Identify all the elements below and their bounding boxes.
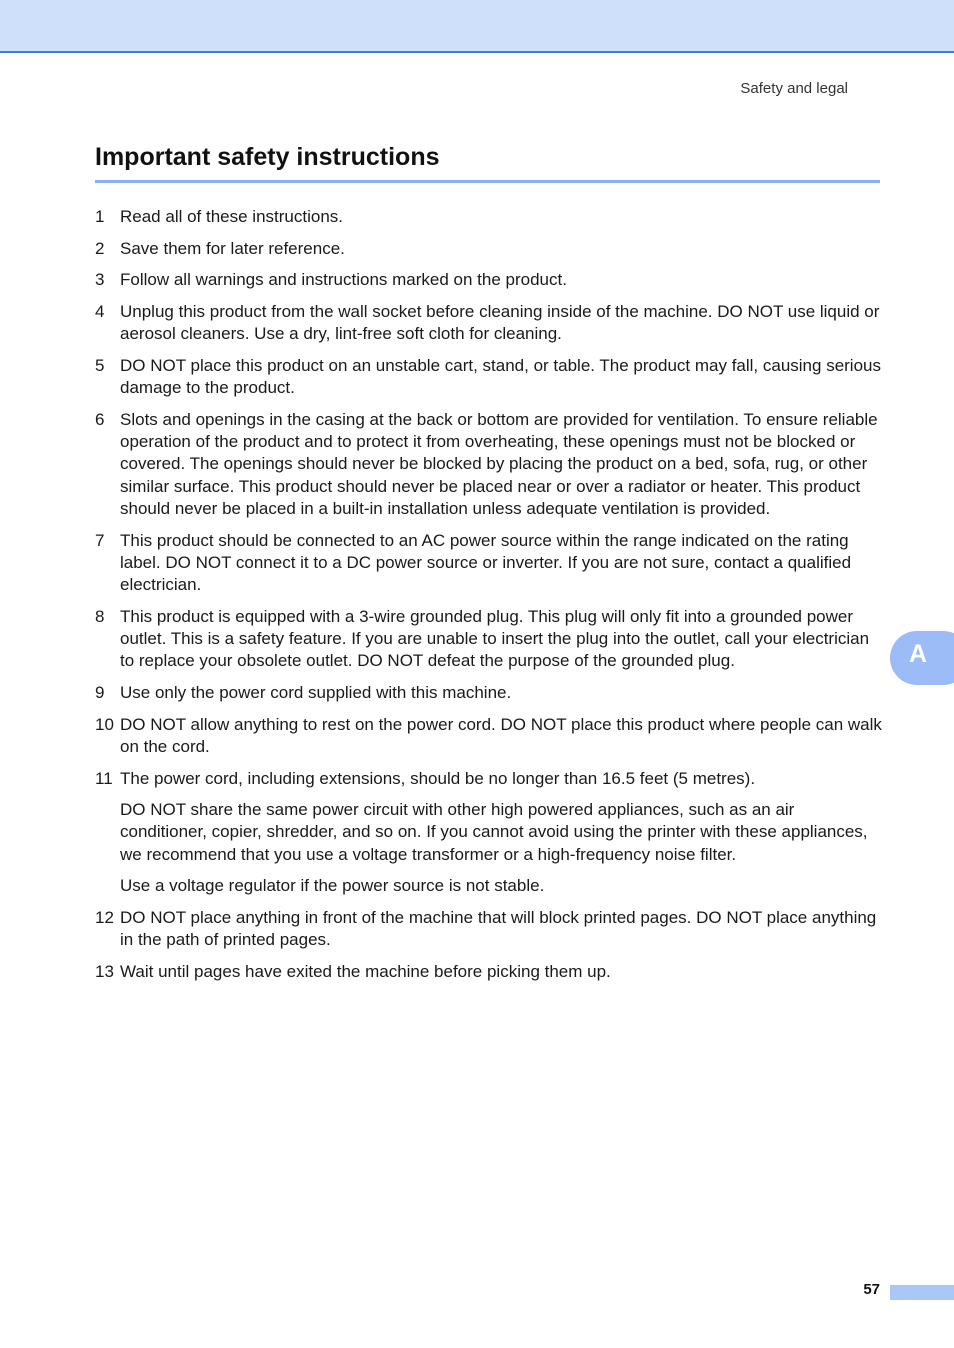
instruction-number: 10 — [95, 714, 114, 734]
instruction-item — [95, 530, 885, 597]
instruction-text: Read all of these instructions. — [120, 207, 344, 227]
instruction-text: DO NOT place this product on an unstable cart, stand, or table. The product may fall, causing serious damage to the product. — [120, 355, 881, 398]
instruction-number: 4 — [95, 302, 105, 322]
instruction-text: Use a voltage regulator if the power source is not stable. — [120, 876, 545, 896]
instruction-text: DO NOT share the same power circuit with other high powered appliances, such as an air conditioner, copier, shredder, and so on. If you cannot avoid using the printer with these appliances, we recommend that you use a voltage transformer or a high-frequency noise filter. — [120, 800, 868, 864]
instruction-text: Wait until pages have exited the machine before picking them up. — [120, 961, 611, 981]
instruction-number: 7 — [95, 530, 105, 550]
instruction-number: 6 — [95, 409, 105, 429]
instruction-text: Unplug this product from the wall socket before cleaning inside of the machine. DO NOT use liquid or aerosol cleaners. Use a dry, lint-free soft cloth for cleaning. — [120, 302, 880, 344]
instruction-item — [95, 606, 885, 673]
page-number-bar — [890, 1285, 954, 1300]
title-rule — [95, 180, 880, 183]
chapter-tab-letter: A — [908, 640, 928, 668]
instruction-item — [95, 206, 885, 228]
instruction-number: 12 — [95, 907, 114, 927]
instruction-item — [95, 961, 885, 983]
instruction-text: DO NOT allow anything to rest on the power cord. DO NOT place this product where people can walk on the cord. — [120, 714, 882, 756]
instruction-number: 11 — [95, 768, 113, 788]
instruction-text: Follow all warnings and instructions marked on the product. — [120, 270, 567, 290]
instruction-number: 5 — [95, 355, 105, 375]
section-title: Important safety instructions — [95, 143, 440, 171]
header-band — [0, 0, 954, 53]
instruction-number: 1 — [95, 207, 105, 227]
instruction-item — [95, 768, 885, 898]
instruction-item — [95, 682, 885, 704]
instruction-text: This product is equipped with a 3-wire grounded plug. This plug will only fit into a grounded power outlet. This is a safety feature. If you are unable to insert the plug into the outlet, call your electrician to replace your obsolete outlet. DO NOT defeat the purpose of the grounded plug. — [120, 606, 870, 671]
page-number: 57 — [863, 1281, 880, 1298]
instruction-text: Use only the power cord supplied with this machine. — [120, 683, 512, 703]
instruction-item — [95, 409, 885, 520]
instruction-number: 2 — [95, 238, 105, 258]
instruction-item — [95, 269, 885, 291]
instruction-text: This product should be connected to an AC power source within the range indicated on the rating label. DO NOT connect it to a DC power source or inverter. If you are not sure, contact a qualified electrician. — [120, 530, 852, 595]
instruction-number: 13 — [95, 961, 114, 981]
instruction-text: Slots and openings in the casing at the back or bottom are provided for ventilation. To ensure reliable operation of the product and to protect it from overheating, these openings must not be blocked or covered. The openings should never be blocked by placing the product on a bed, sofa, rug, or other similar surface. This product should never be placed near or over a radiator or heater. This product should never be placed in a built-in installation unless adequate ventilation is provided. — [120, 409, 878, 519]
instruction-text: The power cord, including extensions, should be no longer than 16.5 feet (5 metres). — [120, 768, 756, 788]
running-header: Safety and legal — [740, 80, 848, 97]
instruction-text: DO NOT place anything in front of the machine that will block printed pages. DO NOT place anything in the path of printed pages. — [120, 907, 877, 950]
instruction-number: 9 — [95, 683, 105, 703]
instruction-number: 8 — [95, 606, 105, 626]
instruction-item — [95, 238, 885, 260]
instruction-item — [95, 714, 885, 759]
instruction-list — [95, 197, 885, 992]
instruction-text: Save them for later reference. — [120, 238, 345, 258]
instruction-item — [95, 907, 885, 952]
instruction-item — [95, 301, 885, 346]
instruction-number: 3 — [95, 270, 105, 290]
instruction-item — [95, 355, 885, 400]
